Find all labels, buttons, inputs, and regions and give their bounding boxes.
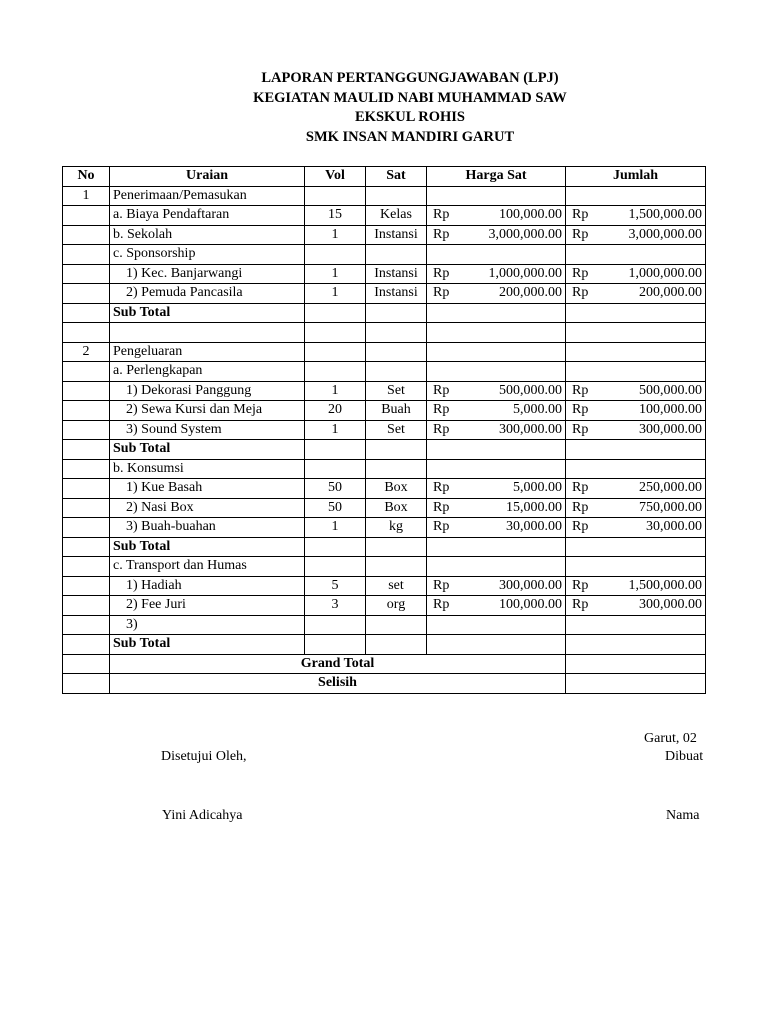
no-cell — [63, 284, 110, 304]
jumlah-amount-cell — [597, 303, 706, 323]
grand-total-label: Grand Total — [110, 654, 566, 674]
harga-amount-cell: 200,000.00 — [458, 284, 566, 304]
harga-amount-cell — [458, 186, 566, 206]
sat-cell: Instansi — [366, 264, 427, 284]
table-row — [63, 537, 706, 557]
jumlah-currency-cell — [566, 557, 597, 577]
uraian-cell: 1) Dekorasi Panggung — [110, 381, 305, 401]
vol-cell — [305, 459, 366, 479]
vol-cell: 1 — [305, 225, 366, 245]
vol-cell: 1 — [305, 420, 366, 440]
table-row — [63, 206, 706, 226]
no-cell: 2 — [63, 342, 110, 362]
jumlah-amount-cell: 200,000.00 — [597, 284, 706, 304]
sat-cell: Set — [366, 381, 427, 401]
grand-total-row — [63, 654, 706, 674]
selisih-no-cell — [63, 674, 110, 694]
jumlah-currency-cell: Rp — [566, 284, 597, 304]
table-row — [63, 342, 706, 362]
table-row — [63, 264, 706, 284]
harga-amount-cell — [458, 323, 566, 343]
harga-currency-cell — [427, 245, 458, 265]
jumlah-amount-cell: 1,500,000.00 — [597, 206, 706, 226]
harga-currency-cell: Rp — [427, 479, 458, 499]
no-cell — [63, 420, 110, 440]
table-row — [63, 440, 706, 460]
sat-cell: Instansi — [366, 225, 427, 245]
harga-currency-cell — [427, 303, 458, 323]
selisih-value-cell — [566, 674, 706, 694]
vol-cell: 5 — [305, 576, 366, 596]
jumlah-currency-cell — [566, 459, 597, 479]
table-row — [63, 459, 706, 479]
vol-cell — [305, 440, 366, 460]
vol-cell: 50 — [305, 498, 366, 518]
jumlah-currency-cell: Rp — [566, 206, 597, 226]
vol-cell: 15 — [305, 206, 366, 226]
jumlah-amount-cell — [597, 342, 706, 362]
sat-cell: Set — [366, 420, 427, 440]
table-row — [63, 518, 706, 538]
no-cell — [63, 537, 110, 557]
harga-amount-cell — [458, 459, 566, 479]
uraian-cell: a. Perlengkapan — [110, 362, 305, 382]
sat-cell — [366, 615, 427, 635]
header-vol: Vol — [305, 167, 366, 187]
jumlah-amount-cell — [597, 537, 706, 557]
harga-currency-cell — [427, 440, 458, 460]
title-line-4: SMK INSAN MANDIRI GARUT — [305, 128, 515, 145]
table-row — [63, 479, 706, 499]
vol-cell — [305, 537, 366, 557]
table-row — [63, 303, 706, 323]
harga-currency-cell — [427, 635, 458, 655]
no-cell — [63, 615, 110, 635]
maker-name: Nama — [666, 808, 700, 823]
jumlah-currency-cell: Rp — [566, 498, 597, 518]
no-cell — [63, 479, 110, 499]
harga-currency-cell: Rp — [427, 518, 458, 538]
sat-cell — [366, 323, 427, 343]
sat-cell — [366, 303, 427, 323]
jumlah-currency-cell: Rp — [566, 401, 597, 421]
no-cell — [63, 245, 110, 265]
vol-cell: 1 — [305, 381, 366, 401]
vol-cell — [305, 186, 366, 206]
jumlah-currency-cell — [566, 342, 597, 362]
sat-cell — [366, 459, 427, 479]
jumlah-amount-cell — [597, 635, 706, 655]
table-row — [63, 381, 706, 401]
vol-cell — [305, 615, 366, 635]
harga-currency-cell: Rp — [427, 498, 458, 518]
jumlah-amount-cell: 250,000.00 — [597, 479, 706, 499]
jumlah-amount-cell — [597, 186, 706, 206]
sat-cell — [366, 557, 427, 577]
jumlah-currency-cell — [566, 615, 597, 635]
harga-amount-cell — [458, 557, 566, 577]
title-line-1: LAPORAN PERTANGGUNGJAWABAN (LPJ) — [261, 70, 559, 86]
jumlah-currency-cell: Rp — [566, 576, 597, 596]
table-row — [63, 284, 706, 304]
table-row — [63, 401, 706, 421]
uraian-cell: c. Transport dan Humas — [110, 557, 305, 577]
harga-currency-cell: Rp — [427, 596, 458, 616]
sat-cell — [366, 245, 427, 265]
approver-name: Yini Adicahya — [162, 808, 243, 823]
harga-amount-cell: 5,000.00 — [458, 401, 566, 421]
no-cell — [63, 557, 110, 577]
made-by-label: Dibuat — [665, 749, 704, 764]
header-sat: Sat — [366, 167, 427, 187]
table-row — [63, 186, 706, 206]
uraian-cell: 3) — [110, 615, 305, 635]
jumlah-amount-cell — [597, 440, 706, 460]
table-row — [63, 362, 706, 382]
header-harga-sat: Harga Sat — [427, 167, 566, 187]
sat-cell: Box — [366, 498, 427, 518]
jumlah-amount-cell: 100,000.00 — [597, 401, 706, 421]
harga-currency-cell — [427, 615, 458, 635]
harga-amount-cell: 300,000.00 — [458, 576, 566, 596]
sat-cell — [366, 440, 427, 460]
jumlah-amount-cell: 300,000.00 — [597, 596, 706, 616]
jumlah-amount-cell — [597, 615, 706, 635]
vol-cell — [305, 323, 366, 343]
table-row — [63, 420, 706, 440]
sat-cell — [366, 537, 427, 557]
uraian-cell: 3) Buah-buahan — [110, 518, 305, 538]
no-cell — [63, 303, 110, 323]
jumlah-currency-cell: Rp — [566, 225, 597, 245]
vol-cell: 1 — [305, 264, 366, 284]
table-row — [63, 615, 706, 635]
jumlah-currency-cell: Rp — [566, 596, 597, 616]
harga-currency-cell — [427, 362, 458, 382]
jumlah-currency-cell: Rp — [566, 420, 597, 440]
grand-total-no-cell — [63, 654, 110, 674]
jumlah-currency-cell — [566, 303, 597, 323]
harga-amount-cell — [458, 342, 566, 362]
no-cell — [63, 225, 110, 245]
vol-cell — [305, 303, 366, 323]
jumlah-currency-cell — [566, 245, 597, 265]
uraian-cell: c. Sponsorship — [110, 245, 305, 265]
vol-cell: 20 — [305, 401, 366, 421]
harga-currency-cell: Rp — [427, 225, 458, 245]
table-body — [63, 186, 706, 654]
uraian-cell: 1) Kec. Banjarwangi — [110, 264, 305, 284]
jumlah-currency-cell — [566, 440, 597, 460]
vol-cell: 1 — [305, 284, 366, 304]
harga-amount-cell — [458, 303, 566, 323]
uraian-cell: 2) Sewa Kursi dan Meja — [110, 401, 305, 421]
vol-cell — [305, 557, 366, 577]
jumlah-currency-cell: Rp — [566, 381, 597, 401]
uraian-cell: Penerimaan/Pemasukan — [110, 186, 305, 206]
table-row — [63, 323, 706, 343]
no-cell: 1 — [63, 186, 110, 206]
uraian-cell — [110, 323, 305, 343]
no-cell — [63, 576, 110, 596]
sat-cell — [366, 342, 427, 362]
harga-currency-cell — [427, 186, 458, 206]
jumlah-amount-cell: 30,000.00 — [597, 518, 706, 538]
uraian-cell: a. Biaya Pendaftaran — [110, 206, 305, 226]
vol-cell — [305, 342, 366, 362]
sat-cell: Buah — [366, 401, 427, 421]
report-title — [110, 69, 710, 147]
harga-currency-cell: Rp — [427, 576, 458, 596]
jumlah-amount-cell — [597, 557, 706, 577]
table-row — [63, 635, 706, 655]
harga-currency-cell — [427, 537, 458, 557]
harga-amount-cell: 100,000.00 — [458, 206, 566, 226]
uraian-cell: b. Konsumsi — [110, 459, 305, 479]
harga-currency-cell: Rp — [427, 284, 458, 304]
harga-amount-cell: 15,000.00 — [458, 498, 566, 518]
jumlah-amount-cell — [597, 362, 706, 382]
uraian-cell: 2) Pemuda Pancasila — [110, 284, 305, 304]
harga-amount-cell: 100,000.00 — [458, 596, 566, 616]
jumlah-amount-cell: 3,000,000.00 — [597, 225, 706, 245]
uraian-cell: 1) Hadiah — [110, 576, 305, 596]
harga-currency-cell: Rp — [427, 420, 458, 440]
harga-currency-cell: Rp — [427, 206, 458, 226]
approved-by-label: Disetujui Oleh, — [161, 749, 247, 764]
harga-amount-cell — [458, 362, 566, 382]
no-cell — [63, 440, 110, 460]
no-cell — [63, 635, 110, 655]
place-date: Garut, 02 — [644, 731, 697, 746]
uraian-cell: Sub Total — [110, 635, 305, 655]
uraian-cell: 2) Nasi Box — [110, 498, 305, 518]
vol-cell — [305, 362, 366, 382]
jumlah-amount-cell: 300,000.00 — [597, 420, 706, 440]
sat-cell: set — [366, 576, 427, 596]
harga-amount-cell: 5,000.00 — [458, 479, 566, 499]
uraian-cell: Pengeluaran — [110, 342, 305, 362]
harga-amount-cell — [458, 440, 566, 460]
harga-currency-cell: Rp — [427, 264, 458, 284]
jumlah-amount-cell: 1,500,000.00 — [597, 576, 706, 596]
harga-amount-cell: 3,000,000.00 — [458, 225, 566, 245]
header-no: No — [63, 167, 110, 187]
jumlah-currency-cell — [566, 635, 597, 655]
selisih-row — [63, 674, 706, 694]
sat-cell — [366, 635, 427, 655]
jumlah-amount-cell — [597, 245, 706, 265]
harga-amount-cell: 1,000,000.00 — [458, 264, 566, 284]
harga-amount-cell — [458, 635, 566, 655]
jumlah-currency-cell — [566, 362, 597, 382]
vol-cell: 3 — [305, 596, 366, 616]
sat-cell — [366, 362, 427, 382]
sat-cell: Instansi — [366, 284, 427, 304]
sat-cell: Kelas — [366, 206, 427, 226]
vol-cell — [305, 245, 366, 265]
uraian-cell: 1) Kue Basah — [110, 479, 305, 499]
jumlah-currency-cell: Rp — [566, 264, 597, 284]
jumlah-currency-cell — [566, 323, 597, 343]
title-line-2: KEGIATAN MAULID NABI MUHAMMAD SAW — [253, 89, 567, 106]
harga-amount-cell — [458, 245, 566, 265]
jumlah-currency-cell — [566, 537, 597, 557]
vol-cell: 1 — [305, 518, 366, 538]
no-cell — [63, 264, 110, 284]
harga-amount-cell: 300,000.00 — [458, 420, 566, 440]
jumlah-amount-cell: 750,000.00 — [597, 498, 706, 518]
harga-currency-cell — [427, 557, 458, 577]
harga-amount-cell — [458, 537, 566, 557]
title-line-3: EKSKUL ROHIS — [355, 109, 465, 125]
no-cell — [63, 206, 110, 226]
jumlah-currency-cell — [566, 186, 597, 206]
table-row — [63, 245, 706, 265]
table-row — [63, 576, 706, 596]
uraian-cell: Sub Total — [110, 537, 305, 557]
harga-currency-cell — [427, 323, 458, 343]
sat-cell: Box — [366, 479, 427, 499]
sat-cell — [366, 186, 427, 206]
table-row — [63, 225, 706, 245]
harga-currency-cell: Rp — [427, 401, 458, 421]
harga-amount-cell: 500,000.00 — [458, 381, 566, 401]
harga-currency-cell — [427, 459, 458, 479]
jumlah-currency-cell: Rp — [566, 518, 597, 538]
harga-amount-cell — [458, 615, 566, 635]
harga-amount-cell: 30,000.00 — [458, 518, 566, 538]
uraian-cell: Sub Total — [110, 303, 305, 323]
harga-currency-cell — [427, 342, 458, 362]
table-row — [63, 557, 706, 577]
vol-cell — [305, 635, 366, 655]
table-row — [63, 596, 706, 616]
no-cell — [63, 381, 110, 401]
uraian-cell: Sub Total — [110, 440, 305, 460]
no-cell — [63, 401, 110, 421]
header-uraian: Uraian — [110, 167, 305, 187]
no-cell — [63, 518, 110, 538]
uraian-cell: 3) Sound System — [110, 420, 305, 440]
uraian-cell: 2) Fee Juri — [110, 596, 305, 616]
header-jumlah: Jumlah — [566, 167, 706, 187]
jumlah-amount-cell — [597, 459, 706, 479]
no-cell — [63, 362, 110, 382]
no-cell — [63, 323, 110, 343]
table-header-row — [63, 167, 706, 187]
no-cell — [63, 459, 110, 479]
vol-cell: 50 — [305, 479, 366, 499]
grand-total-value-cell — [566, 654, 706, 674]
no-cell — [63, 596, 110, 616]
sat-cell: org — [366, 596, 427, 616]
sat-cell: kg — [366, 518, 427, 538]
jumlah-amount-cell: 1,000,000.00 — [597, 264, 706, 284]
no-cell — [63, 498, 110, 518]
table-row — [63, 498, 706, 518]
budget-table — [62, 166, 706, 694]
harga-currency-cell: Rp — [427, 381, 458, 401]
selisih-label: Selisih — [110, 674, 566, 694]
uraian-cell: b. Sekolah — [110, 225, 305, 245]
jumlah-amount-cell: 500,000.00 — [597, 381, 706, 401]
jumlah-amount-cell — [597, 323, 706, 343]
jumlah-currency-cell: Rp — [566, 479, 597, 499]
